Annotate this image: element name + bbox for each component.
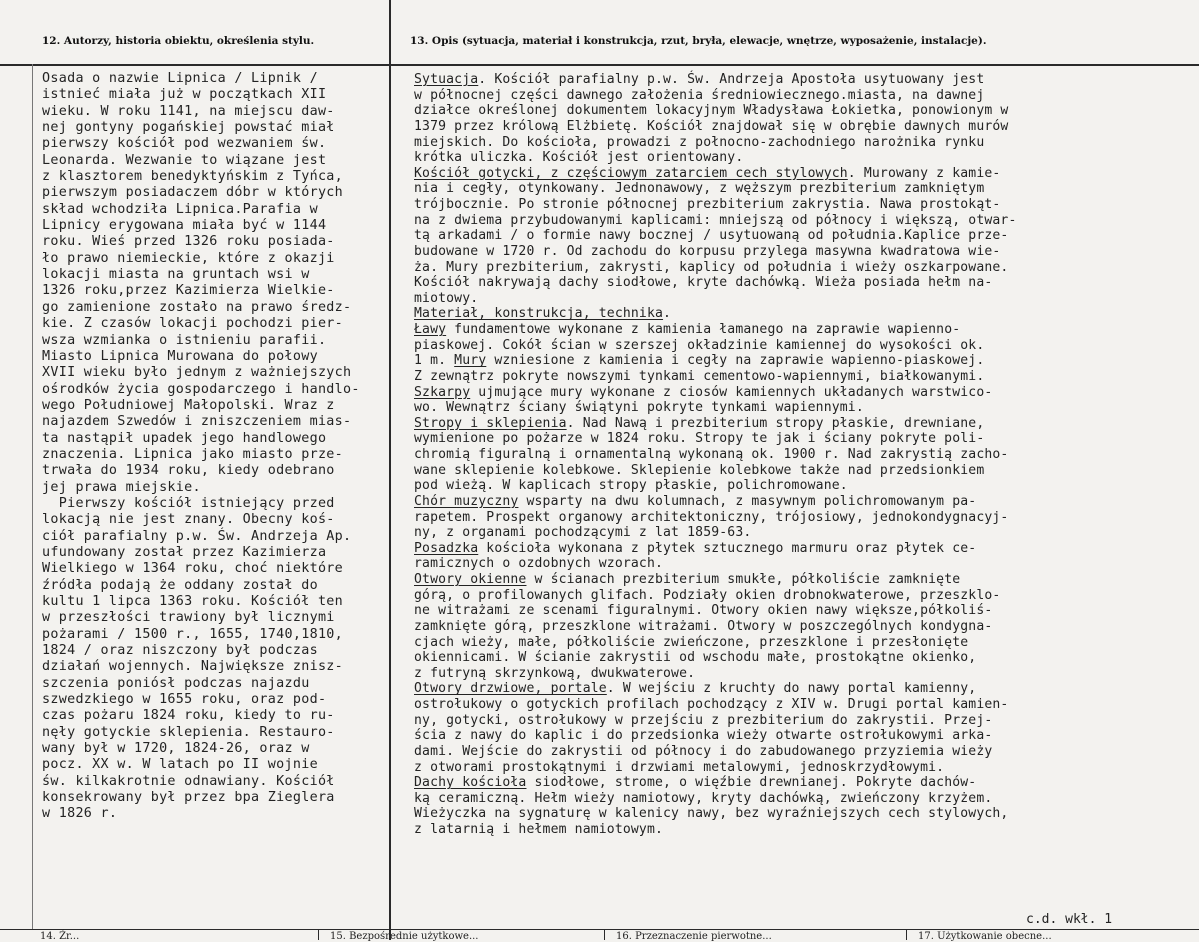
history-text-line: szczenia poniósł podczas najazdu — [42, 675, 310, 691]
footer-top-border — [0, 929, 1199, 930]
history-text-line: szwedzkiego w 1655 roku, oraz pod- — [42, 692, 327, 708]
history-text-line: Osada o nazwie Lipnica / Lipnik / — [42, 71, 318, 86]
subsection-label: Sytuacja — [414, 72, 479, 87]
description-text-line — [414, 822, 1016, 838]
description-text-run: budowane w 1720 r. Od zachodu do korpusu przylega masywna kwadratowa wie- — [414, 243, 1001, 259]
description-text-line — [414, 228, 1016, 244]
description-text-run: piaskowej. Cokół ścian w szerszej okładzinie kamiennej do wysokości ok. — [414, 337, 985, 353]
description-text-run: tą arkadami / o formie nawy bocznej / usytuowaną od południa.Kaplice prze- — [414, 228, 1009, 244]
history-text-line: ośrodków życia gospodarczego i handlo- — [42, 381, 360, 397]
subsection-label: Kościół gotycki, z częściowym zatarciem cech stylowych — [414, 165, 848, 181]
description-text-run: kościoła wykonana z płytek sztucznego marmuru oraz płytek ce- — [478, 540, 977, 556]
description-text-line — [414, 588, 1016, 604]
description-text-line — [414, 572, 1016, 588]
section-14-heading: 14. Źr... — [40, 931, 80, 942]
description-text-run: wane sklepienie kolebkowe. Sklepienie kolebkowe także nad przedsionkiem — [414, 462, 985, 478]
description-text-line — [414, 603, 1016, 619]
description-text-run: fundamentowe wykonane z kamienia łamanego na zaprawie wapienno- — [446, 322, 961, 337]
history-text-line: Lipnicy erygowana miała być w 1144 — [42, 218, 327, 234]
description-text-run: pod wieżą. W kaplicach stropy płaskie, polichromowane. — [414, 478, 848, 494]
subsection-label: Stropy i sklepienia — [414, 415, 567, 431]
description-text-run: ką ceramiczną. Hełm wieży namiotowy, kryty dachówką, zwieńczony krzyżem. — [414, 790, 993, 806]
description-text-line — [414, 88, 1016, 104]
description-text-run: dami. Wejście do zakrystii od północy i do zabudowanego przyziemia wieży — [414, 743, 993, 759]
footer-divider-1 — [318, 929, 319, 940]
description-text-run: w ścianach prezbiterium smukłe, półkoliście zamknięte — [526, 572, 961, 587]
description-text-line — [414, 447, 1016, 463]
history-text-line: lokacji miasta na gruntach wsi w — [42, 267, 310, 283]
description-text-line — [414, 369, 1016, 385]
history-text-line: wieku. W roku 1141, na miejscu daw- — [42, 103, 335, 119]
description-text-run: ny, z organami pochodzącymi z lat 1859-63. — [414, 525, 752, 541]
history-text-line: ciół parafialny p.w. Św. Andrzeja Ap. — [42, 528, 352, 544]
description-text-line — [414, 666, 1016, 682]
description-text-line — [414, 400, 1016, 416]
description-text-line — [414, 150, 1016, 166]
subsection-label: Dachy kościoła — [414, 775, 527, 791]
history-text-column — [42, 71, 360, 823]
description-text-line — [414, 260, 1016, 276]
description-text-line — [414, 181, 1016, 197]
history-text-line: Wielkiego w 1364 roku, choć niektóre — [42, 561, 344, 577]
description-text-line — [414, 338, 1016, 354]
history-text-line: konsekrowany był przez bpa Zieglera — [42, 790, 335, 806]
history-text-line: Leonarda. Wezwanie to wiązane jest — [42, 152, 327, 168]
description-text-line — [414, 806, 1016, 822]
description-text-run: siodłowe, strome, o więźbie drewnianej. Pokryte dachów- — [526, 775, 977, 791]
history-text-line: XVII wieku było jednym z ważniejszych — [42, 365, 352, 381]
description-text-run: chromią figuralną i ornamentalną wykonaną ok. 1900 r. Nad zakrystią zacho- — [414, 447, 1009, 462]
subsection-label: Ławy — [414, 322, 447, 337]
column-divider — [389, 0, 391, 940]
description-text-run: 1379 przez królową Elżbietę. Kościół znajdował się w obrębie dawnych murów — [414, 118, 1009, 134]
description-text-run: wymienione po pożarze w 1824 roku. Stropy te jak i ściany pokryte poli- — [414, 431, 985, 447]
subsection-label: Mury — [454, 353, 487, 369]
description-text-line — [414, 697, 1016, 713]
history-text-line: trwała do 1934 roku, kiedy odebrano — [42, 463, 335, 479]
description-text-line — [414, 135, 1016, 151]
description-text-run: rapetem. Prospekt organowy architektoniczny, trójosiowy, jednokondygnacyj- — [414, 509, 1009, 525]
left-text-margin-line — [32, 64, 33, 930]
section-16-heading: 16. Przeznaczenie pierwotne... — [616, 931, 772, 942]
description-text-line — [414, 306, 1016, 322]
description-text-line — [414, 353, 1016, 369]
section-15-heading: 15. Bezpośrednie użytkowe... — [330, 931, 479, 942]
description-text-run: miotowy. — [414, 290, 479, 306]
description-text-run: Kościół nakrywają dachy siodłowe, kryte dachówką. Wieża posiada hełm na- — [414, 275, 993, 291]
description-text-run: . Nad Nawą i prezbiterium stropy płaskie, drewniane, — [566, 415, 985, 431]
description-text-run: okiennicami. W ścianie zakrystii od wschodu małe, prostokątne okienko, — [414, 650, 977, 666]
history-text-line: jej prawa miejskie. — [42, 479, 201, 495]
description-text-run: ża. Mury prezbiterium, zakrysti, kaplicy od południa i wieży oszkarpowane. — [414, 259, 1009, 275]
history-text-line: znaczenia. Lipnica jako miasto prze- — [42, 446, 344, 462]
history-text-line: kie. Z czasów lokacji pochodzi pier- — [42, 316, 344, 332]
description-text-line — [414, 744, 1016, 760]
history-text-line: roku. Wieś przed 1326 roku posiada- — [42, 234, 335, 250]
description-text-run: cjach wieży, małe, półkoliście zwieńczone, przeszklone i przesłonięte — [414, 634, 969, 650]
description-text-run: miejskich. Do kościoła, prowadzi z połnocno-zachodniego narożnika rynku — [414, 134, 985, 150]
history-text-line: nęły gotyckie sklepienia. Restauro- — [42, 724, 335, 740]
description-text-line — [414, 463, 1016, 479]
history-text-line: działań wojennych. Największe znisz- — [42, 659, 344, 675]
description-text-line — [414, 525, 1016, 541]
history-text-line: z klasztorem benedyktyńskim z Tyńca, — [42, 169, 344, 185]
subsection-label: Materiał, konstrukcja, technika — [414, 306, 664, 322]
history-text-line: lokacją nie jest znany. Obecny koś- — [42, 512, 335, 528]
continuation-note: c.d. wkł. 1 — [1026, 912, 1113, 927]
description-text-run: zamknięte górą, przeszklone witrażami. Otwory w poszczególnych kondygna- — [414, 618, 993, 634]
description-text-line — [414, 541, 1016, 557]
history-text-line: kultu 1 lipca 1363 roku. Kościół ten — [42, 594, 344, 609]
history-text-line: Pierwszy kościół istniejący przed — [42, 495, 335, 511]
subsection-label: Posadzka — [414, 540, 479, 556]
history-text-line: w przeszłości trawiony był licznymi — [42, 610, 335, 626]
description-text-run: z latarnią i hełmem namiotowym. — [414, 822, 664, 837]
history-text-line: pocz. XX w. W latach po II wojnie — [42, 757, 318, 773]
description-text-run: . Murowany z kamie- — [847, 165, 1001, 181]
description-text-run: wo. Wewnątrz ściany świątyni pokryte tynkami wapiennymi. — [414, 400, 864, 416]
history-text-line: najazdem Szwedów i zniszczeniem mias- — [42, 414, 352, 430]
description-text-run: krótka uliczka. Kościół jest orientowany. — [414, 150, 744, 166]
section-13-heading: 13. Opis (sytuacja, materiał i konstrukcja, rzut, bryła, elewacje, wnętrze, wyposażenie, instalacje). — [410, 35, 987, 47]
subsection-label: Szkarpy — [414, 384, 471, 400]
history-text-line: istnieć miała już w początkach XII — [42, 87, 327, 103]
description-text-line — [414, 478, 1016, 494]
description-text-line — [414, 322, 1016, 338]
description-text-run: nia i cegły, otynkowany. Jednonawowy, z węższym prezbiterium zamkniętym — [414, 181, 985, 197]
description-text-run: na z dwiema przybudowanymi kaplicami: mniejszą od północy i większą, otwar- — [414, 212, 1017, 228]
history-text-line: Miasto Lipnica Murowana do połowy — [42, 348, 318, 364]
history-text-line: w 1826 r. — [42, 806, 118, 822]
description-text-line — [414, 775, 1016, 791]
description-text-run: z futryną skrzynkową, dwukwaterowe. — [414, 665, 696, 681]
description-text-line — [414, 244, 1016, 260]
history-text-line: pierwszy kościół pod wezwaniem św. — [42, 136, 327, 152]
description-text-run: ścia z nawy do kaplic i do przedsionka wieży otwarte ostrołukowymi arka- — [414, 728, 993, 744]
history-text-line: pierwszym posiadaczem dóbr w których — [42, 185, 344, 201]
header-bottom-border — [0, 64, 1199, 66]
history-text-line: ta nastąpił upadek jego handlowego — [42, 430, 327, 446]
description-text-line — [414, 119, 1016, 135]
subsection-label: Otwory drzwiowe, portale — [414, 681, 607, 697]
history-text-line: go zamienione zostało na prawo średz- — [42, 299, 352, 315]
description-text-run: Wieżyczka na sygnaturę w kalenicy nawy, bez wyraźniejszych cech stylowych, — [414, 806, 1009, 822]
history-text-line: wany był w 1720, 1824-26, oraz w — [42, 741, 310, 757]
description-text-run: z otworami prostokątnymi i drzwiami metalowymi, jednoskrzydłowymi. — [414, 759, 945, 775]
description-text-run: działce określonej dokumentem lokacyjnym Władysława Łokietka, ponowionym w — [414, 103, 1009, 119]
description-text-run: trójbocznie. Po stronie północnej prezbiterium zakrystia. Nawa prostokąt- — [414, 197, 1001, 212]
description-text-run: . — [663, 306, 672, 322]
footer-divider-3 — [906, 929, 907, 940]
description-text-run: . Kościół parafialny p.w. Św. Andrzeja Apostoła usytuowany jest — [478, 72, 985, 87]
subsection-label: Otwory okienne — [414, 572, 527, 587]
description-text-line — [414, 791, 1016, 807]
description-text-line — [414, 166, 1016, 182]
description-text-line — [414, 431, 1016, 447]
history-text-line: 1824 / oraz niszczony był podczas — [42, 643, 318, 659]
description-text-run: ny, gotycki, ostrołukowy w przejściu z prezbiterium do zakrystii. Przej- — [414, 712, 993, 728]
description-text-line — [414, 416, 1016, 432]
history-text-line: nej gontyny pogańskiej powstać miał — [42, 120, 335, 136]
description-text-line — [414, 556, 1016, 572]
description-text-line — [414, 510, 1016, 526]
history-text-line: św. kilkakrotnie odnawiany. Kościół — [42, 773, 335, 789]
history-text-line: 1326 roku,przez Kazimierza Wielkie- — [42, 283, 335, 299]
description-text-run: wzniesione z kamienia i cegły na zaprawie wapienno-piaskowej. — [486, 353, 985, 369]
section-17-heading: 17. Użytkowanie obecne... — [918, 931, 1052, 942]
description-text-line — [414, 291, 1016, 307]
subsection-label: Chór muzyczny — [414, 493, 519, 509]
description-text-line — [414, 494, 1016, 510]
history-text-line: wsza wzmianka o istnieniu parafii. — [42, 332, 327, 348]
description-text-line — [414, 713, 1016, 729]
description-text-line — [414, 760, 1016, 776]
description-text-run: wsparty na dwu kolumnach, z masywnym polichromowanym pa- — [518, 493, 977, 509]
description-text-run: ostrołukowy o gotyckich profilach pochodzący z XIV w. Drugi portal kamien- — [414, 697, 1009, 712]
history-text-line: skład wchodziła Lipnica.Parafia w — [42, 201, 318, 217]
history-text-line: ufundowany został przez Kazimierza — [42, 544, 327, 560]
footer-divider-2 — [604, 929, 605, 940]
description-text-line — [414, 728, 1016, 744]
history-text-line: wego Południowej Małopolski. Wraz z — [42, 397, 335, 413]
description-text-run: górą, o profilowanych glifach. Podziały okien drobnokwaterowe, przeszklo- — [414, 587, 1001, 603]
description-text-line — [414, 650, 1016, 666]
description-text-run: 1 m. — [414, 353, 455, 369]
history-text-line: źródła podają że oddany został do — [42, 577, 318, 593]
history-text-line: czas pożaru 1824 roku, kiedy to ru- — [42, 708, 335, 724]
description-text-line — [414, 197, 1016, 213]
description-text-line — [414, 635, 1016, 651]
description-text-run: ujmujące mury wykonane z ciosów kamiennych układanych warstwico- — [470, 384, 993, 400]
description-text-run: Z zewnątrz pokryte nowszymi tynkami cementowo-wapiennymi, białkowanymi. — [414, 368, 985, 384]
description-text-run: . W wejściu z kruchty do nawy portal kamienny, — [606, 681, 977, 697]
description-text-line — [414, 213, 1016, 229]
description-text-line — [414, 619, 1016, 635]
description-text-line — [414, 72, 1016, 88]
history-text-line: pożarami / 1500 r., 1655, 1740,1810, — [42, 626, 344, 642]
description-text-column — [414, 72, 1016, 838]
description-text-run: ne witrażami ze scenami figuralnymi. Otwory okien nawy większe,półkoliś- — [414, 603, 993, 619]
description-text-run: w północnej części dawnego założenia średniowiecznego.miasta, na dawnej — [414, 87, 985, 103]
description-text-run: ramicznych o ozdobnych wzorach. — [414, 556, 664, 572]
history-text-line: ło prawo niemieckie, które z okazji — [42, 250, 335, 266]
description-text-line — [414, 103, 1016, 119]
section-12-heading: 12. Autorzy, historia obiektu, określenia stylu. — [42, 35, 315, 47]
description-text-line — [414, 275, 1016, 291]
description-text-line — [414, 681, 1016, 697]
description-text-line — [414, 385, 1016, 401]
